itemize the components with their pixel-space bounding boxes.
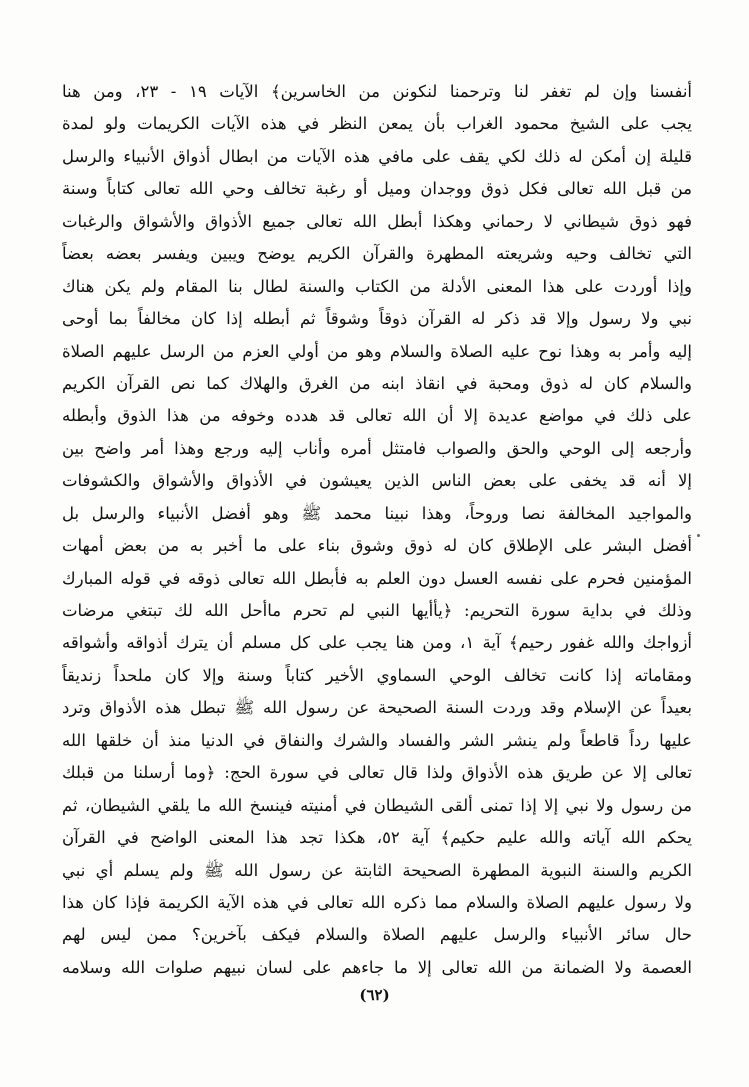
text-line: التي تخالف وحيه وشريعته المطهرة والقرآن الكريم يوضح ويبين ويفسر بعضه بعضاً — [62, 244, 692, 264]
text-line: يجب على الشيخ محمود الغراب بأن يمعن النظر في هذه الآيات الكريمات ولو لمدة — [62, 114, 692, 134]
text-line: حال سائر الأنبياء والرسل عليهم الصلاة والسلام فيكف بآخرين؟ ممن ليس لهم — [62, 925, 692, 945]
text-line: وأرجعه إلى الوحي والحق والصواب فامتثل أمره وأناب إليه ورجع وهذا أمر واضح بين — [62, 438, 692, 458]
text-line: نبي ولا رسول وإلا قد ذكر له القرآن ذوقاً وشوقاً ثم أبطله إذا كان مخالفاً بما أوحى — [62, 309, 692, 329]
text-line: عليها رداً قاطعاً ولم ينشر الشر والفساد والشرك والنفاق في الدنيا منذ أن خلقها الله — [62, 730, 692, 750]
text-line: المؤمنين فحرم على نفسه العسل دون العلم به فأبطل الله تعالى ذوقه في قوله المبارك — [62, 568, 692, 588]
text-line: والسلام كان له ذوق ومحبة في انقاذ ابنه من الغرق والهلاك كما نص القرآن الكريم — [62, 373, 692, 393]
text-line: إليه وأمر به وهذا نوح عليه الصلاة والسلام وهو من أولي العزم من الرسل عليهم الصلاة — [62, 341, 692, 361]
text-line: فهو ذوق شيطاني لا رحماني وهكذا أبطل الله تعالى جميع الأذواق والأشواق والرغبات — [62, 211, 692, 231]
text-line: قليلة إن أمكن له ذلك لكي يقف على مافي هذه الآيات من ابطال أذواق الأنبياء والرسل — [62, 146, 692, 166]
text-line: العصمة ولا الضمانة من الله تعالى إلا ما جاءهم على لسان نبيهم صلوات الله وسلامه — [62, 957, 692, 977]
text-line: أنفسنا وإن لم تغفر لنا وترحمنا لنكونن من الخاسرين﴾ الآيات ١٩ - ٢٣، ومن هنا — [62, 82, 692, 101]
page-number: (٦٢) — [359, 986, 390, 1004]
text-line: من قبل الله تعالى فكل ذوق ووجدان وميل أو رغبة تخالف وحي الله تعالى كتاباً وسنة — [62, 179, 692, 199]
text-line: وإذا أوردت على هذا المعنى الأدلة من الكتاب والسنة لطال بنا المقام ولم يكن هناك — [62, 276, 692, 296]
text-line: إلا أنه قد يخفى على بعض الناس الذين يعيشون في الأذواق والأشواق والكشوفات — [62, 471, 692, 491]
text-line: أفضل البشر على الإطلاق كان له ذوق وشوق بناء على ما أخبر به من بعض أمهات — [62, 536, 692, 556]
text-line: على ذلك في مواضع عديدة إلا أن الله تعالى قد هدده وخوفه من هذا الذوق وأبطله — [62, 406, 692, 426]
text-line: من رسول ولا نبي إلا إذا تمنى ألقى الشيطان في أمنيته فينسخ الله ما يلقي الشيطان، ثم — [62, 795, 692, 815]
text-line: وذلك في بداية سورة التحريم: ﴿يأأيها النبي لم تحرم ماأحل الله لك تبتغي مرضات — [62, 601, 692, 620]
text-line: الكريم والسنة النبوية المطهرة الصحيحة الثابتة عن رسول الله ﷺ ولم يسلم أي نبي — [62, 860, 692, 880]
text-line: والمواجيد المخالفة نصا وروحاً، وهذا نبينا محمد ﷺ وهو أفضل الأنبياء والرسل بل — [62, 503, 692, 523]
text-line: أزواجك والله غفور رحيم﴾ آية ١، ومن هنا يجب على كل مسلم أن يترك أذواقه وأشواقه — [62, 633, 692, 653]
text-line: بعيداً عن الإسلام وقد وردت السنة الصحيحة عن رسول الله ﷺ تبطل هذه الأذواق وترد — [62, 698, 692, 718]
text-line: ومقاماته إذا كانت تخالف الوحي السماوي الأخير كتاباً وسنة وإلا كان ملحداً زنديقاً — [62, 665, 692, 685]
text-line: ولا رسول عليهم الصلاة والسلام مما ذكره الله تعالى في هذه الآية الكريمة فإذا كان هذا — [62, 892, 692, 912]
margin-mark — [697, 534, 700, 537]
body-text — [62, 76, 692, 984]
text-line: يحكم الله آياته والله عليم حكيم﴾ آية ٥٢، هكذا تجد هذا المعنى الواضح في القرآن — [62, 828, 692, 848]
text-line: تعالى إلا عن طريق هذه الأذواق ولذا قال تعالى في سورة الحج: ﴿وما أرسلنا من قبلك — [62, 763, 692, 783]
